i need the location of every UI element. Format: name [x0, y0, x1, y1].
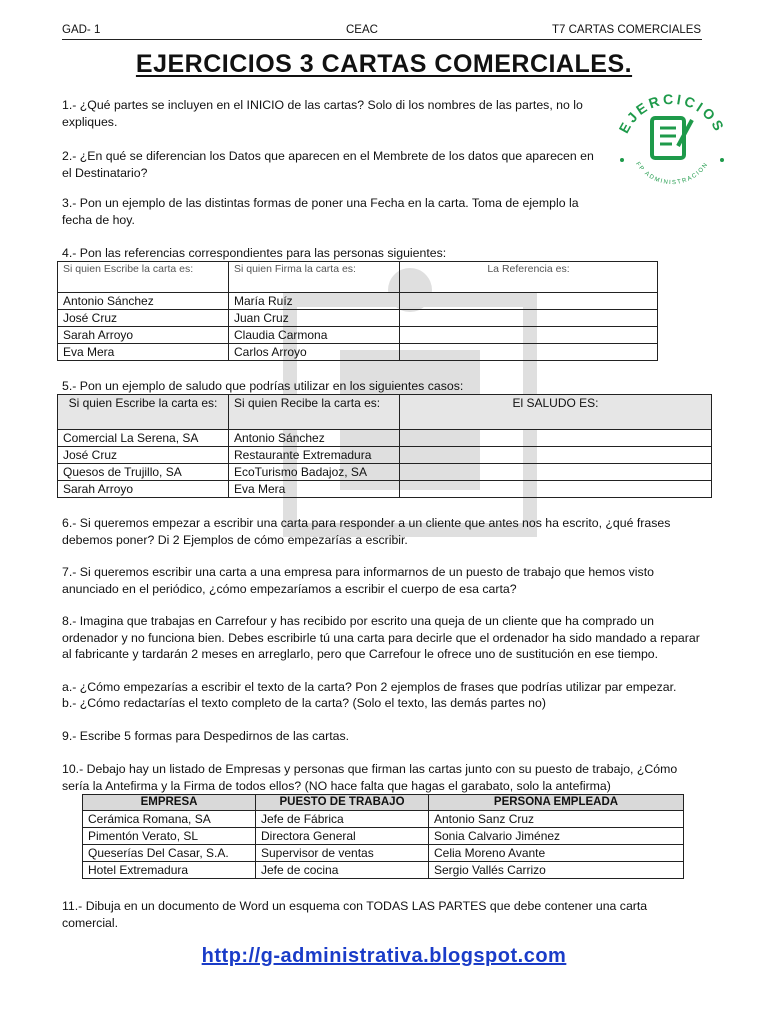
references-table [57, 261, 658, 361]
table-cell: Sarah Arroyo [58, 327, 229, 344]
table-row [83, 811, 684, 828]
table-cell: Juan Cruz [229, 310, 400, 327]
table-cell: José Cruz [58, 447, 229, 464]
table-row [83, 828, 684, 845]
table-row [58, 310, 658, 327]
table-cell: Celia Moreno Avante [429, 845, 684, 862]
page-title: EJERCICIOS 3 CARTAS COMERCIALES. [135, 50, 633, 78]
table-cell: Directora General [256, 828, 429, 845]
table-cell: Sonia Calvario Jiménez [429, 828, 684, 845]
table-row [83, 862, 684, 879]
answer-cell [400, 464, 712, 481]
blog-link[interactable]: http://g-administrativa.blogspot.com [201, 945, 567, 967]
table-cell: Restaurante Extremadura [229, 447, 400, 464]
table-row [58, 481, 712, 498]
table-header: La Referencia es: [400, 262, 658, 293]
table-cell: Hotel Extremadura [83, 862, 256, 879]
table-row [58, 464, 712, 481]
table-cell: Jefe de cocina [256, 862, 429, 879]
answer-cell [400, 430, 712, 447]
table-cell: Comercial La Serena, SA [58, 430, 229, 447]
table-row [58, 447, 712, 464]
question-8: 8.- Imagina que trabajas en Carrefour y has recibido por escrito una queja de un cliente que ha comprado un ordenador y no funciona bien. Debes escribirle tú una carta para decirle que el ordenador ha sido mandado a reparar al fabricante y tardarán 2 meses en arreglarlo, pero que Carrefour le ofrece uno de sustitución en ese tiempo. [62, 614, 700, 661]
question-5: 5.- Pon un ejemplo de saludo que podrías utilizar en los siguientes casos: [62, 379, 464, 393]
answer-cell [400, 344, 658, 361]
table-cell: EcoTurismo Badajoz, SA [229, 464, 400, 481]
question-1: 1.- ¿Qué partes se incluyen en el INICIO de las cartas? Solo di los nombres de las partes, no lo expliques. [62, 98, 583, 129]
question-11: 11.- Dibuja en un documento de Word un esquema con TODAS LAS PARTES que debe contener una carta comercial. [62, 899, 648, 930]
table-cell: Sergio Vallés Carrizo [429, 862, 684, 879]
question-7: 7.- Si queremos escribir una carta a una empresa para informarnos de un puesto de trabajo que hemos visto anunciado en el periódico, ¿cómo empezaríamos a escribir el cuerpo de esa carta? [62, 565, 654, 596]
question-6: 6.- Si queremos empezar a escribir una carta para responder a un cliente que antes nos ha escrito, ¿qué frases debemos poner? Di 2 Ejemplos de cómo empezarías a escribir. [62, 516, 671, 547]
table-cell: Sarah Arroyo [58, 481, 229, 498]
answer-cell [400, 481, 712, 498]
ejercicios-badge-icon [612, 90, 732, 190]
table-row [58, 293, 658, 310]
table-header: EMPRESA [83, 795, 256, 811]
table-header: Si quien Recibe la carta es: [229, 395, 400, 430]
table-row [58, 344, 658, 361]
table-header: Si quien Firma la carta es: [229, 262, 400, 293]
header-left: GAD- 1 [62, 24, 101, 36]
table-cell: Antonio Sanz Cruz [429, 811, 684, 828]
table-cell: Antonio Sánchez [58, 293, 229, 310]
table-row [58, 430, 712, 447]
question-8a: a.- ¿Cómo empezarías a escribir el texto de la carta? Pon 2 ejemplos de frases que podrías utilizar par empezar. [62, 680, 677, 694]
table-cell: Cerámica Romana, SA [83, 811, 256, 828]
header-center: CEAC [346, 24, 378, 36]
table-header: PERSONA EMPLEADA [429, 795, 684, 811]
header-right: T7 CARTAS COMERCIALES [552, 24, 702, 36]
signatures-table [82, 794, 684, 879]
question-10: 10.- Debajo hay un listado de Empresas y personas que firman las cartas junto con su puesto de trabajo, ¿Cómo sería la Antefirma y la Firma de todos ellos? (NO hace falta que hagas el garabato, solo la antefirma) [62, 762, 678, 793]
table-cell: Eva Mera [229, 481, 400, 498]
greetings-table [57, 394, 712, 498]
header-rule [62, 39, 702, 40]
table-cell: Claudia Carmona [229, 327, 400, 344]
question-4: 4.- Pon las referencias correspondientes para las personas siguientes: [62, 246, 447, 260]
table-row [83, 845, 684, 862]
table-cell: José Cruz [58, 310, 229, 327]
table-cell: Queserías Del Casar, S.A. [83, 845, 256, 862]
table-header: Si quien Escribe la carta es: [58, 262, 229, 293]
table-cell: María Ruíz [229, 293, 400, 310]
answer-cell [400, 293, 658, 310]
table-header: El SALUDO ES: [400, 395, 712, 430]
answer-cell [400, 447, 712, 464]
table-cell: Jefe de Fábrica [256, 811, 429, 828]
table-cell: Eva Mera [58, 344, 229, 361]
question-3: 3.- Pon un ejemplo de las distintas formas de poner una Fecha en la carta. Toma de ejemplo la fecha de hoy. [62, 196, 579, 227]
answer-cell [400, 310, 658, 327]
table-header: Si quien Escribe la carta es: [58, 395, 229, 430]
table-cell: Carlos Arroyo [229, 344, 400, 361]
question-2: 2.- ¿En qué se diferencian los Datos que aparecen en el Membrete de los datos que aparecen en el Destinatario? [62, 149, 594, 180]
table-header: PUESTO DE TRABAJO [256, 795, 429, 811]
svg-text:EJERCICIOS: EJERCICIOS [615, 90, 729, 136]
table-cell: Pimentón Verato, SL [83, 828, 256, 845]
answer-cell [400, 327, 658, 344]
table-row [58, 327, 658, 344]
question-9: 9.- Escribe 5 formas para Despedirnos de las cartas. [62, 729, 350, 743]
table-cell: Supervisor de ventas [256, 845, 429, 862]
table-cell: Quesos de Trujillo, SA [58, 464, 229, 481]
question-8b: b.- ¿Cómo redactarías el texto completo de la carta? (Solo el texto, las demás partes no) [62, 696, 546, 710]
svg-text:FP ADMINISTRACION: FP ADMINISTRACION [634, 161, 710, 187]
table-cell: Antonio Sánchez [229, 430, 400, 447]
